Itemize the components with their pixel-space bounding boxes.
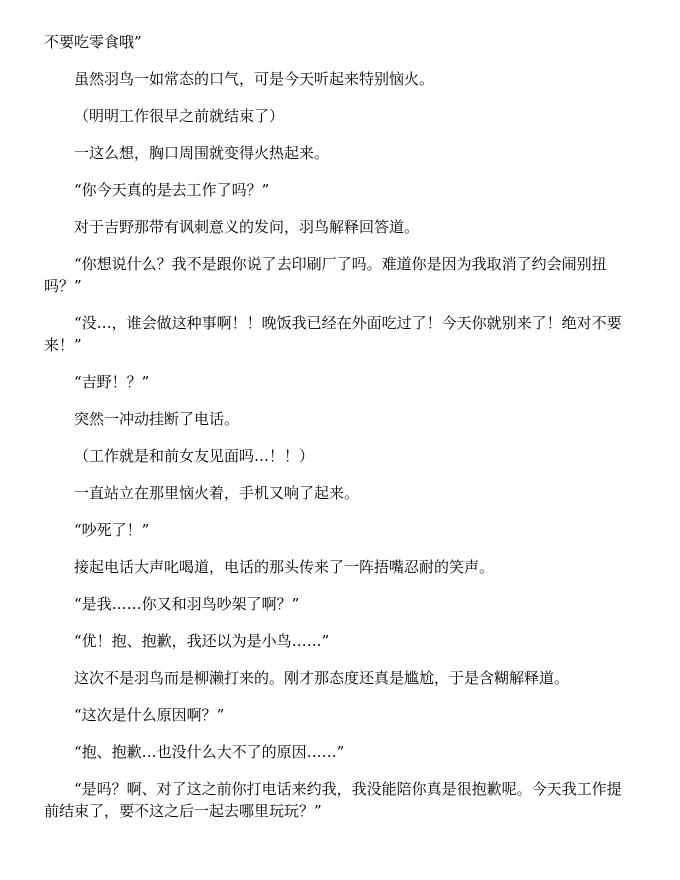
paragraph: “这次是什么原因啊？” [74, 706, 225, 724]
paragraph: 对于吉野那带有讽刺意义的发问，羽鸟解释回答道。 [74, 218, 420, 236]
paragraph: 这次不是羽鸟而是柳濑打来的。刚才那态度还真是尴尬，于是含糊解释道。 [74, 669, 570, 687]
paragraph: 一直站立在那里恼火着，手机又响了起来。 [74, 484, 360, 502]
paragraph: 突然一冲动挂断了电话。 [74, 410, 240, 428]
paragraph: 一这么想，胸口周围就变得火热起来。 [74, 144, 330, 162]
paragraph: “是我……你又和羽鸟吵架了啊？” [74, 595, 300, 613]
paragraph: “你今天真的是去工作了吗？” [74, 181, 270, 199]
paragraph: （明明工作很早之前就结束了） [74, 107, 285, 125]
paragraph: （工作就是和前女友见面吗…！！） [74, 447, 315, 465]
paragraph: “你想说什么？我不是跟你说了去印刷厂了吗。难道你是因为我取消了约会闹别扭吗？” [44, 255, 607, 295]
paragraph: “没…，谁会做这种事啊！！晚饭我已经在外面吃过了！今天你就别来了！绝对不要来！” [44, 314, 622, 354]
paragraph: 虽然羽鸟一如常态的口气，可是今天听起来特别恼火。 [74, 70, 435, 88]
paragraph: 不要吃零食哦” [44, 33, 142, 51]
paragraph: “是吗？啊、对了这之前你打电话来约我，我没能陪你真是很抱歉呢。今天我工作提前结束了，要不这之后一起去哪里玩玩？” [44, 780, 622, 820]
document-page [44, 31, 636, 822]
paragraph: “吉野！？” [74, 373, 150, 391]
paragraph: 接起电话大声叱喝道，电话的那头传来了一阵捂嘴忍耐的笑声。 [74, 558, 495, 576]
paragraph: “吵死了！” [74, 521, 150, 539]
paragraph: “优！抱、抱歉，我还以为是小鸟……” [74, 632, 330, 650]
paragraph: “抱、抱歉…也没什么大不了的原因……” [74, 743, 345, 761]
